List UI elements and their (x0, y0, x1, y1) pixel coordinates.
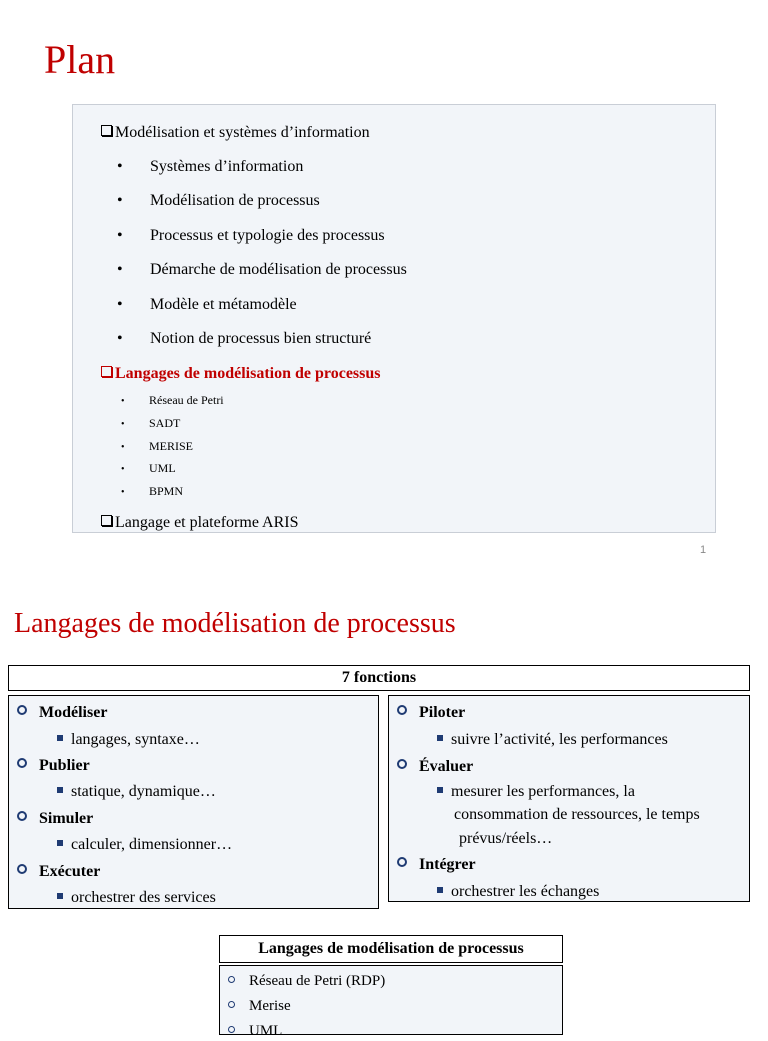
outline-item: • Modélisation de processus (117, 192, 320, 209)
function-detail: calculer, dimensionner… (57, 835, 232, 855)
outline-item: • Processus et typologie des processus (117, 227, 385, 244)
checkbox-square-icon (101, 515, 112, 526)
language-item: Merise (228, 996, 291, 1016)
outline-subitem: • SADT (121, 416, 181, 430)
outline-item: • Systèmes d’information (117, 158, 304, 175)
languages-header: Langages de modélisation de processus (219, 935, 563, 963)
square-bullet-icon (437, 735, 443, 741)
circle-bullet-icon (17, 758, 27, 768)
function-detail: orchestrer les échanges (437, 882, 599, 902)
outline-section-3: Langage et plateforme ARIS (101, 513, 299, 533)
outline-item: • Notion de processus bien structuré (117, 330, 372, 347)
function-name: Évaluer (397, 757, 473, 777)
function-detail: mesurer les performances, la (437, 782, 635, 802)
circle-bullet-icon (397, 705, 407, 715)
circle-bullet-icon (228, 976, 235, 983)
function-name: Modéliser (17, 703, 107, 723)
circle-bullet-icon (228, 1001, 235, 1008)
plan-title: Plan (44, 37, 116, 82)
outline-item: • Démarche de modélisation de processus (117, 261, 407, 278)
functions-right-box (388, 695, 750, 902)
square-bullet-icon (57, 787, 63, 793)
square-bullet-icon (57, 840, 63, 846)
function-detail-line: consommation de ressources, le temps (454, 806, 700, 823)
outline-subitem: • Réseau de Petri (121, 393, 224, 407)
circle-bullet-icon (397, 759, 407, 769)
square-bullet-icon (57, 893, 63, 899)
function-detail-line: prévus/réels… (459, 830, 553, 847)
square-bullet-icon (437, 887, 443, 893)
checkbox-square-icon (101, 366, 112, 377)
functions-header: 7 fonctions (8, 665, 750, 691)
function-name: Intégrer (397, 855, 476, 875)
languages-box (219, 965, 563, 1039)
function-name: Exécuter (17, 862, 100, 882)
outline-subitem: • MERISE (121, 439, 194, 453)
language-item: Réseau de Petri (RDP) (228, 971, 385, 991)
outline-subitem: • BPMN (121, 484, 184, 498)
function-name: Simuler (17, 809, 93, 829)
outline-section-1: Modélisation et systèmes d’information (101, 123, 370, 143)
function-detail: langages, syntaxe… (57, 730, 200, 750)
circle-bullet-icon (17, 705, 27, 715)
language-item: UML (228, 1021, 282, 1041)
circle-bullet-icon (228, 1026, 235, 1033)
function-name: Piloter (397, 703, 465, 723)
checkbox-square-icon (101, 125, 112, 136)
circle-bullet-icon (17, 864, 27, 874)
square-bullet-icon (57, 735, 63, 741)
outline-subitem: • UML (121, 461, 176, 475)
section-title: Langages de modélisation de processus (14, 608, 456, 639)
plan-outline-box (72, 104, 716, 533)
function-detail: statique, dynamique… (57, 782, 216, 802)
function-detail: orchestrer des services (57, 888, 216, 908)
page-number: 1 (700, 544, 707, 556)
function-detail: suivre l’activité, les performances (437, 730, 668, 750)
square-bullet-icon (437, 787, 443, 793)
outline-section-2-active: Langages de modélisation de processus (101, 364, 381, 384)
function-name: Publier (17, 756, 90, 776)
outline-item: • Modèle et métamodèle (117, 296, 297, 313)
circle-bullet-icon (397, 857, 407, 867)
circle-bullet-icon (17, 811, 27, 821)
functions-left-box (8, 695, 379, 909)
